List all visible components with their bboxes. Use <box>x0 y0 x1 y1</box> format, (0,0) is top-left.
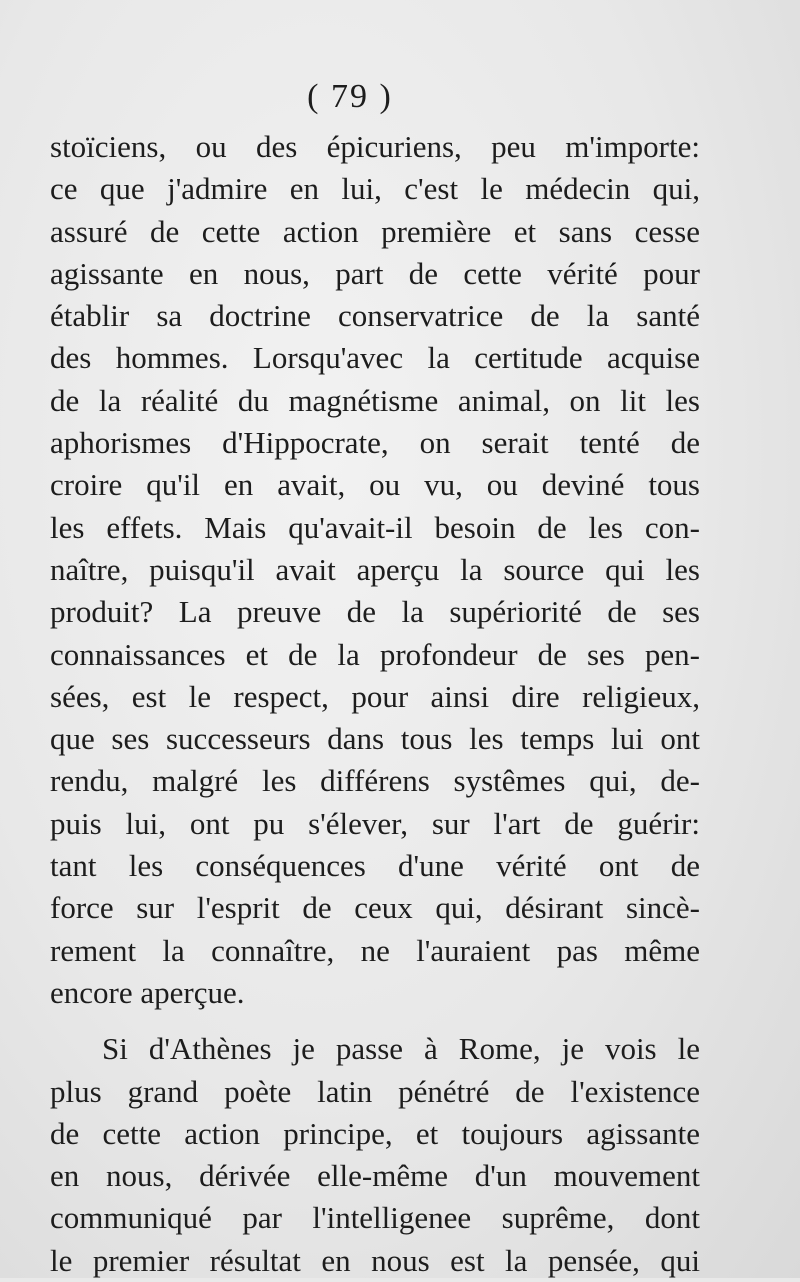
text-line: des hommes. Lorsqu'avec la certitude acquise <box>50 340 700 376</box>
text-line: ce que j'admire en lui, c'est le médecin qui, <box>50 171 700 207</box>
paragraph-gap <box>50 1014 700 1028</box>
text-line: rendu, malgré les différens systêmes qui, de- <box>50 763 700 799</box>
text-line: naître, puisqu'il avait aperçu la source qui les <box>50 551 700 587</box>
text-line: Si d'Athènes je passe à Rome, je vois le <box>102 1031 700 1067</box>
text-line: stoïciens, ou des épicuriens, peu m'importe: <box>50 129 700 164</box>
page-number: ( 79 ) <box>307 78 393 115</box>
text-line: de cette action principe, et toujours agissante <box>50 1115 700 1151</box>
text-line: en nous, dérivée elle-même d'un mouvement <box>50 1158 700 1194</box>
text-line: que ses successeurs dans tous les temps lui ont <box>50 721 700 757</box>
text-line: croire qu'il en avait, ou vu, ou deviné tous <box>50 467 700 503</box>
text-line: établir sa doctrine conservatrice de la santé <box>50 298 700 334</box>
text-line: sées, est le respect, pour ainsi dire religieux, <box>50 678 700 714</box>
paragraph <box>50 1028 700 1282</box>
text-line: aphorismes d'Hippocrate, on serait tenté de <box>50 425 700 461</box>
text-line: agissante en nous, part de cette vérité pour <box>50 255 700 291</box>
body-text <box>50 126 700 1282</box>
text-line: produit? La preuve de la supériorité de ses <box>50 594 700 630</box>
text-line: rement la connaître, ne l'auraient pas même <box>50 932 700 968</box>
text-line: connaissances et de la profondeur de ses pen- <box>50 636 700 672</box>
text-line: tant les conséquences d'une vérité ont de <box>50 848 700 884</box>
text-line: de la réalité du magnétisme animal, on lit les <box>50 382 700 418</box>
text-line: force sur l'esprit de ceux qui, désirant sincè- <box>50 890 700 926</box>
text-line: les effets. Mais qu'avait-il besoin de les con- <box>50 509 700 545</box>
text-line: encore aperçue. <box>50 974 245 1010</box>
text-line: communiqué par l'intelligenee suprême, dont <box>50 1200 700 1236</box>
text-line: puis lui, ont pu s'élever, sur l'art de guérir: <box>50 805 700 841</box>
text-line: plus grand poète latin pénétré de l'existence <box>50 1073 700 1109</box>
paragraph <box>50 126 700 1014</box>
text-line: assuré de cette action première et sans cesse <box>50 213 700 249</box>
text-line: le premier résultat en nous est la pensée, qui <box>50 1242 700 1278</box>
